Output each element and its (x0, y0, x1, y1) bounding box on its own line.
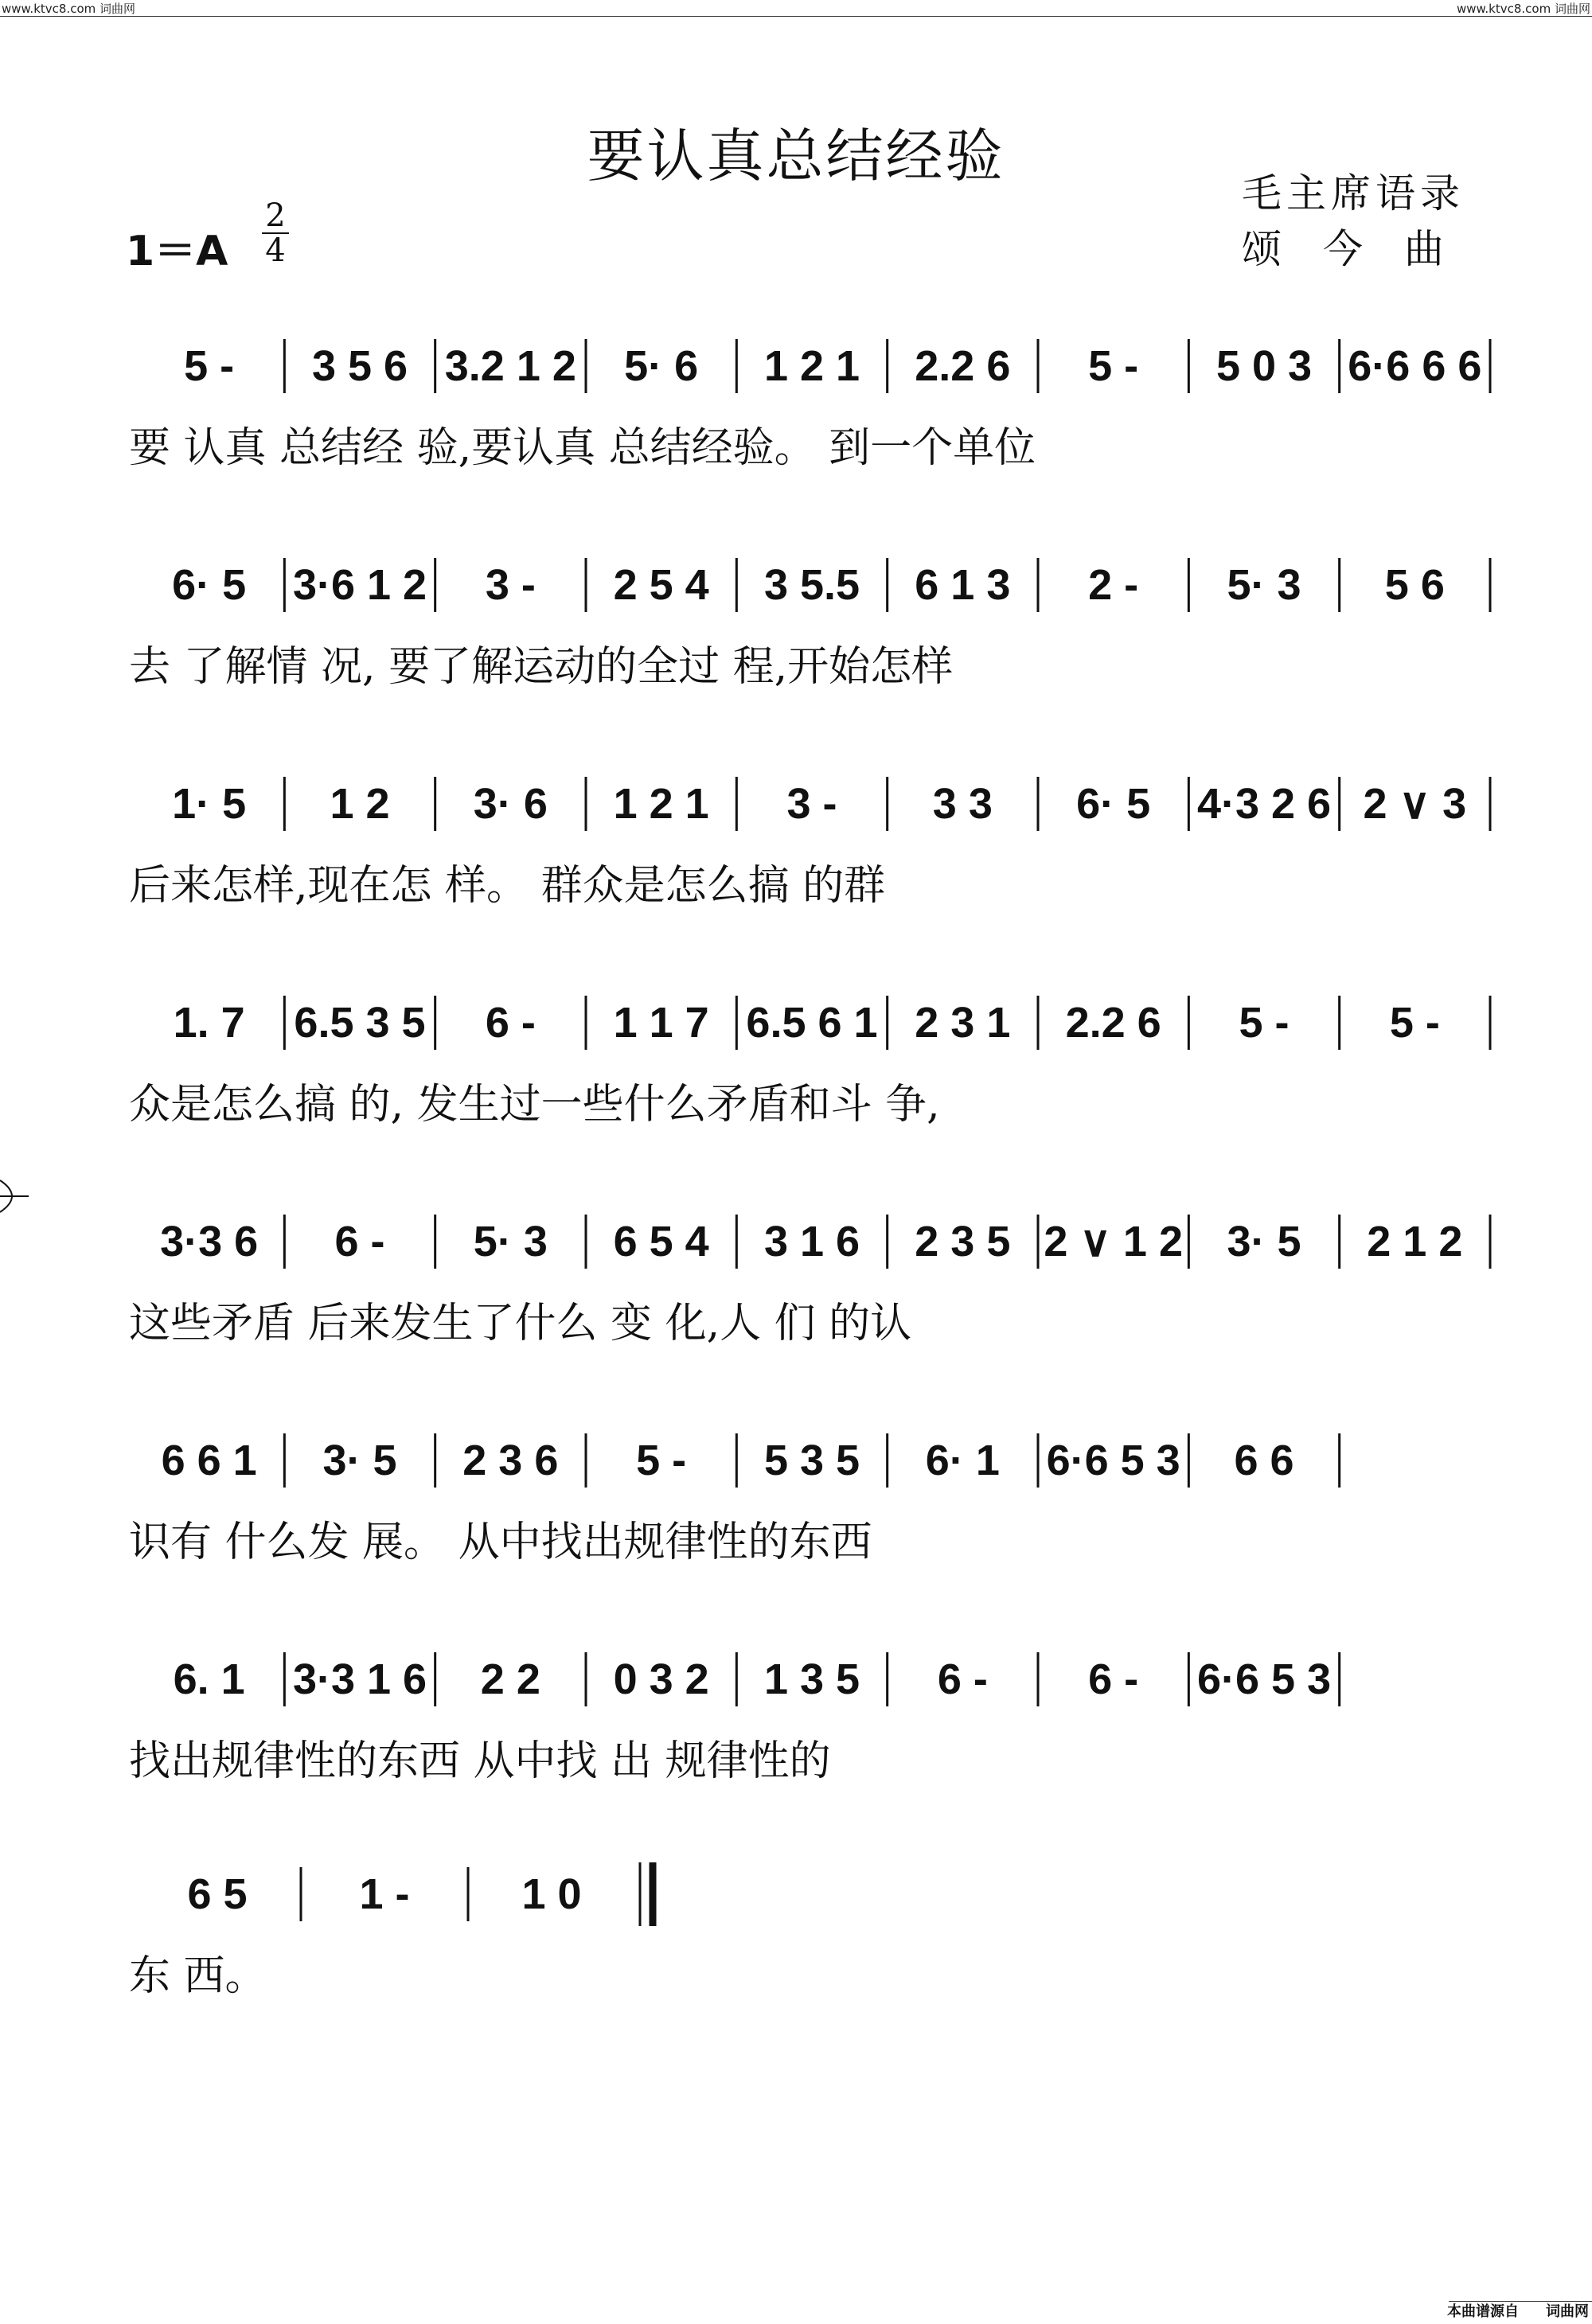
measure (1227, 561, 1301, 609)
measure-notes: 2 3 5 (915, 1218, 1011, 1265)
measure (1385, 561, 1445, 609)
lyric-line: 识有 什么发 展。 从中找出规律性的东西 (129, 1519, 872, 1566)
measure-notes: 6· 5 (1076, 780, 1151, 828)
measure-notes: 5 - (1239, 999, 1290, 1047)
measure (330, 780, 389, 828)
measure (521, 1870, 581, 1918)
notation-line (134, 1854, 1490, 1950)
measure (1088, 1655, 1138, 1703)
measure-notes: 2 2 (480, 1655, 540, 1703)
measure-notes: 6 5 (187, 1870, 248, 1918)
measure (172, 561, 246, 609)
header-rule (0, 16, 1592, 17)
measure-notes: 1 3 5 (763, 1655, 860, 1703)
measure-notes: 2 3 6 (462, 1437, 559, 1484)
measure-notes: 1 0 (521, 1870, 582, 1918)
measure-notes: 5· 3 (1227, 561, 1301, 609)
measure (1364, 780, 1467, 828)
measure-notes: 3 - (485, 561, 536, 609)
measure-notes: 5 3 5 (763, 1437, 860, 1484)
measure-notes: 5 - (1389, 999, 1440, 1047)
lyric-line: 去 了解情 况, 要了解运动的全过 程,开始怎样 (129, 643, 954, 691)
measure-notes: 3 1 6 (763, 1218, 860, 1265)
measure-notes: 6.5 3 5 (294, 999, 426, 1047)
measure (624, 342, 698, 390)
footer-source-label: 本曲谱源自 (1447, 2303, 1519, 2320)
lyric-line: 东 西。 (129, 1952, 267, 2000)
lyric-line: 这些矛盾 后来发生了什么 变 化,人 们 的认 (129, 1300, 912, 1347)
notation-line (134, 983, 1490, 1078)
measure (1088, 561, 1138, 609)
notation-line (134, 1640, 1490, 1735)
notation-line (134, 326, 1490, 422)
measure (764, 1218, 860, 1265)
key-signature: 1＝A (126, 228, 228, 275)
time-signature (259, 199, 291, 267)
measure-notes: 5 - (636, 1437, 687, 1484)
measure (614, 999, 709, 1047)
measure (1216, 342, 1312, 390)
measure (1234, 1437, 1294, 1484)
lyric-line: 众是怎么搞 的, 发生过一些什么矛盾和斗 争, (129, 1081, 940, 1129)
measure-notes: 3 5.5 (763, 561, 860, 609)
measure-notes: 1 1 7 (613, 999, 709, 1047)
measure (1367, 1218, 1462, 1265)
measure-notes: 3·6 1 2 (292, 561, 427, 609)
measure-notes: 5 - (1088, 342, 1139, 390)
notation-line (134, 1202, 1490, 1297)
measure-notes: 3· 5 (1227, 1218, 1301, 1265)
measure-notes: 6·6 5 3 (1196, 1655, 1332, 1703)
measure-notes: 2 ∨ 1 2 (1044, 1218, 1183, 1265)
measure (746, 999, 877, 1047)
measure-notes: 6 - (1088, 1655, 1139, 1703)
measure (322, 1437, 396, 1484)
measure (486, 561, 536, 609)
measure (172, 780, 246, 828)
header-site-right: www.ktvc8.com 词曲网 (1456, 2, 1590, 16)
measure (614, 561, 709, 609)
measure-notes: 1 2 1 (763, 342, 860, 390)
measure-notes: 6 6 (1234, 1437, 1294, 1484)
measure-notes: 1 - (359, 1870, 410, 1918)
measure-notes: 4·3 2 6 (1196, 780, 1332, 828)
measure-notes: 5 6 (1384, 561, 1445, 609)
measure-notes: 6· 5 (172, 561, 247, 609)
measure-notes: 2.2 6 (1065, 999, 1161, 1047)
footer-site-label: 词曲网 (1546, 2303, 1589, 2320)
measure (174, 1655, 245, 1703)
header-site-left: www.ktvc8.com 词曲网 (2, 2, 136, 16)
measure-notes: 2 ∨ 3 (1363, 780, 1467, 828)
measure (293, 561, 427, 609)
measure-notes: 2.2 6 (915, 342, 1011, 390)
measure-notes: 6· 1 (925, 1437, 1000, 1484)
measure-notes: 6 - (937, 1655, 988, 1703)
measure-notes: 6.5 6 1 (746, 999, 878, 1047)
measure (915, 1218, 1010, 1265)
measure (764, 561, 860, 609)
measure-notes: 6 - (485, 999, 536, 1047)
measure (160, 1218, 258, 1265)
measure-notes: 6 5 4 (613, 1218, 709, 1265)
lyric-line: 后来怎样,现在怎 样。 群众是怎么搞 的群 (129, 862, 886, 910)
composer-credit: 颂今曲 (1242, 226, 1485, 272)
measure (614, 1655, 709, 1703)
notation-line (134, 545, 1490, 641)
measure-notes: 6·6 5 3 (1046, 1437, 1180, 1484)
measure (1348, 342, 1481, 390)
measure-notes: 1 2 (330, 780, 390, 828)
measure (462, 1437, 558, 1484)
measure (933, 780, 993, 828)
binding-margin-mark (0, 1176, 32, 1216)
measure-notes: 0 3 2 (613, 1655, 709, 1703)
measure (486, 999, 536, 1047)
measure (474, 780, 548, 828)
measure-notes: 6·6 6 6 (1348, 342, 1482, 390)
measure (1197, 1655, 1331, 1703)
measure-notes: 2 1 2 (1367, 1218, 1463, 1265)
measure-notes: 6 - (334, 1218, 385, 1265)
measure-notes: 1. 7 (173, 999, 245, 1047)
time-signature-top: 2 (265, 197, 286, 234)
measure (926, 1437, 1000, 1484)
time-signature-bottom: 4 (265, 232, 286, 269)
measure (334, 1218, 384, 1265)
lyric-line: 要 认真 总结经 验,要认真 总结经验。 到一个单位 (129, 424, 1036, 472)
measure (764, 1655, 860, 1703)
measure-notes: 5 0 3 (1215, 342, 1313, 390)
measure-notes: 3 - (786, 780, 837, 828)
measure-notes: 1 2 1 (613, 780, 709, 828)
measure (174, 999, 245, 1047)
measure (764, 1437, 860, 1484)
lyric-line: 找出规律性的东西 从中找 出 规律性的 (129, 1737, 831, 1785)
measure (1390, 999, 1440, 1047)
measure-notes: 3· 6 (473, 780, 548, 828)
measure (1239, 999, 1289, 1047)
lyrics-credit: 毛主席语录 (1242, 170, 1465, 216)
measure-notes: 1· 5 (172, 780, 247, 828)
measure-notes: 5 - (184, 342, 235, 390)
measure (1088, 342, 1138, 390)
measure-notes: 6 1 3 (915, 561, 1011, 609)
notation-line (134, 1421, 1490, 1516)
measure (312, 342, 408, 390)
measure-notes: 3 3 (932, 780, 993, 828)
measure (481, 1655, 540, 1703)
measure-notes: 3 5 6 (311, 342, 408, 390)
measure (938, 1655, 988, 1703)
measure (294, 999, 425, 1047)
measure-notes: 6. 1 (173, 1655, 245, 1703)
measure (1227, 1218, 1301, 1265)
measure (614, 1218, 709, 1265)
measure-notes: 6 6 1 (161, 1437, 257, 1484)
measure (915, 342, 1010, 390)
measure-notes: 3·3 1 6 (292, 1655, 427, 1703)
measure (184, 342, 234, 390)
measure (293, 1655, 427, 1703)
measure (1197, 780, 1331, 828)
measure (636, 1437, 686, 1484)
measure-notes: 2 3 1 (915, 999, 1011, 1047)
measure (162, 1437, 257, 1484)
measure-notes: 5· 6 (624, 342, 699, 390)
measure (187, 1870, 247, 1918)
measure-notes: 3.2 1 2 (444, 342, 576, 390)
measure (915, 561, 1010, 609)
measure (1066, 999, 1161, 1047)
measure (764, 342, 860, 390)
measure (445, 342, 576, 390)
measure (1076, 780, 1150, 828)
measure (1044, 1218, 1183, 1265)
measure (915, 999, 1010, 1047)
measure (1047, 1437, 1180, 1484)
measure-notes: 2 5 4 (613, 561, 709, 609)
measure (359, 1870, 409, 1918)
notation-line (134, 764, 1490, 860)
measure-notes: 3·3 6 (160, 1218, 259, 1265)
measure (786, 780, 837, 828)
measure-notes: 2 - (1088, 561, 1139, 609)
measure-notes: 5· 3 (473, 1218, 548, 1265)
song-title: 要认真总结经验 (587, 123, 1005, 189)
measure (474, 1218, 548, 1265)
measure-notes: 3· 5 (322, 1437, 397, 1484)
measure (614, 780, 709, 828)
